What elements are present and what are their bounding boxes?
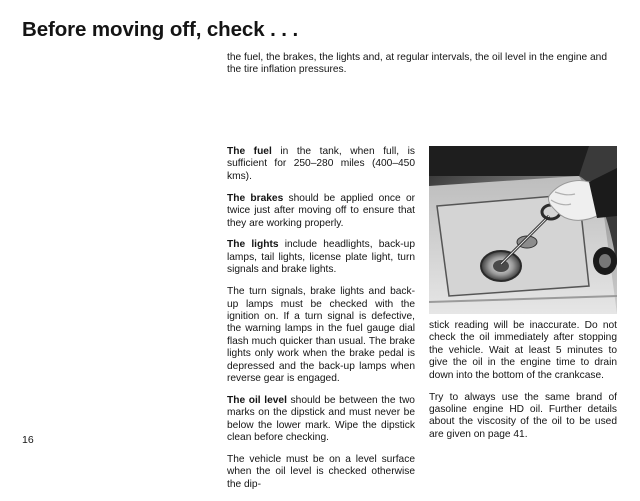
paragraph-oil-level [227,395,415,445]
text-oil-level: should be between the two marks on the dipstick and must never be below the lower mark. Wipe the dipstick clean before checking. [227,394,415,444]
lead-brakes: The brakes [227,192,284,204]
text-turn-signals: The turn signals, brake lights and back-up lamps must be checked with the ignition on. If a turn signal is defective, the warning lamps in the fuel gauge dial flash much quicker than usual. The brake lights only work when the brake pedal is depressed and the back-up lamps when reverse gear is engaged. [227,286,415,384]
text-oil-brand: Try to always use the same brand of gasoline engine HD oil. Further details about the viscosity of the oil to be used are given on page 41. [429,391,617,440]
left-column [227,146,415,501]
paragraph-turn-signals [227,286,415,385]
paragraph-fuel [227,146,415,183]
page-title: Before moving off, check . . . [22,18,299,41]
lead-lights: The lights [227,239,279,251]
paragraph-oil-brand [429,392,617,442]
text-lights: include headlights, back-up lamps, tail lights, license plate light, turn signals and brake lights. [227,239,416,276]
paragraph-lights [227,239,415,276]
paragraph-dipstick-reading [429,320,617,382]
text-level-surface: The vehicle must be on a level surface when the oil level is checked otherwise the dip- [227,454,415,490]
page-number: 16 [22,434,34,446]
dipstick-photo [429,146,617,314]
intro-paragraph: the fuel, the brakes, the lights and, at regular intervals, the oil level in the engine and the tire inflation pressures. [227,52,608,76]
text-dipstick-reading: stick reading will be inaccurate. Do not check the oil immediately after stopping the vehicle. Wait at least 5 minutes to give the oil in the engine time to drain down into the bottom of the crankcase. [429,320,617,381]
paragraph-level-surface [227,454,415,491]
lead-oil-level: The oil level [227,394,287,406]
hand-pulling-dipstick-photo [429,146,617,314]
text-brakes: should be applied once or twice just after moving off to ensure that they are working properly. [227,192,415,229]
text-fuel: in the tank, when full, is sufficient for 250–280 miles (400–450 kms). [227,146,415,182]
lead-fuel: The fuel [227,146,272,157]
right-column [429,320,617,451]
paragraph-brakes [227,193,415,230]
